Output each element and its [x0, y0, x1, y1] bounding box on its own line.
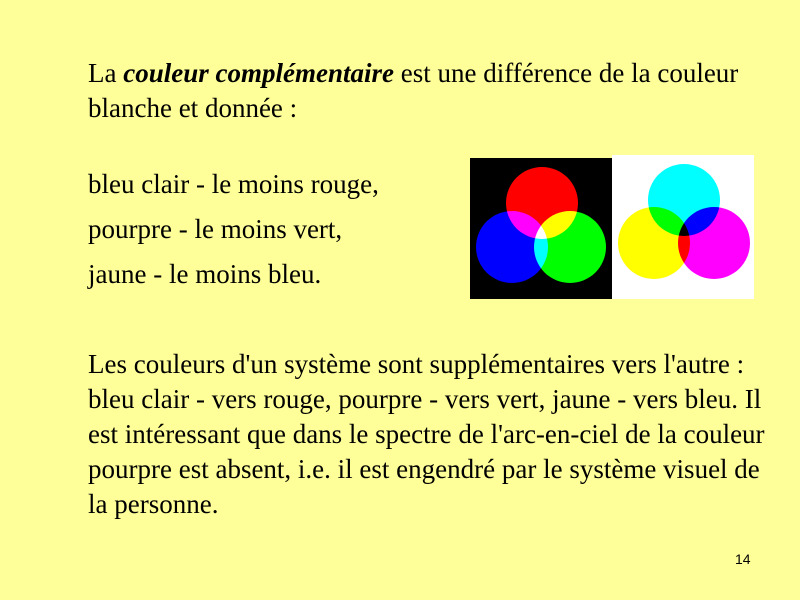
explanation-paragraph: Les couleurs d'un système sont supplémentaires vers l'autre : bleu clair - vers rouge, pourpre - vers vert, jaune - vers bleu. Il est intéressant que dans le spectre de l'arc-en-ciel de la couleur pourpre est absent, i.e. il est engendré par le système visuel de la personne. — [88, 349, 765, 519]
green-circle — [534, 211, 606, 283]
list-item: pourpre - le moins vert, — [88, 214, 343, 244]
color-mixing-svg — [470, 155, 754, 299]
color-mixing-diagrams — [470, 155, 754, 299]
subtractive-diagram — [612, 155, 754, 299]
additive-diagram — [470, 158, 612, 299]
intro-suffix: est une différence de la couleur blanche et donnée : — [88, 58, 739, 123]
intro-prefix: La — [88, 58, 124, 88]
intro-emphasis: couleur complémentaire — [123, 58, 394, 88]
complement-list — [88, 162, 458, 297]
page-number: 14 — [735, 551, 751, 567]
list-item: jaune - le moins bleu. — [88, 259, 322, 289]
magenta-circle — [678, 207, 750, 279]
list-item: bleu clair - le moins rouge, — [88, 169, 379, 199]
intro-text — [88, 56, 768, 126]
